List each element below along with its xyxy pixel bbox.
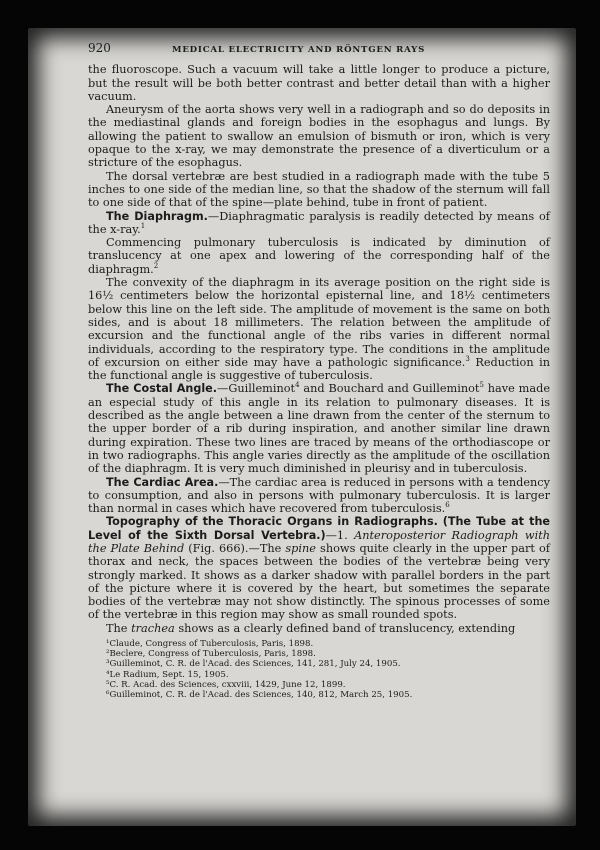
book-page — [28, 28, 576, 826]
convexity-text-end: Reduction in the functional angle is suggestive of tuberculosis. — [88, 355, 550, 383]
heading-costal-angle: The Costal Angle. — [106, 382, 218, 396]
topography-num: —1. — [325, 528, 355, 542]
paragraph-dorsal-vertebrae: The dorsal vertebræ are best studied in a radiograph made with the tube 5 inches to one side of the median line, so that the shadow of the sternum will fall to one side of that of the spine—plate behind, tube in front of patient. — [88, 169, 550, 210]
footnote: ⁶Guilleminot, C. R. de l'Acad. des Sciences, 140, 812, March 25, 1905. — [106, 690, 413, 701]
topography-italic: Anteroposterior Radiograph with the Plate Behind — [88, 528, 551, 555]
costal-text-c: have made an especial study of this angle in its relation to pulmonary diseases. It is described as the angle between a line drawn from the center of the sternum to the upper border of a rib during inspiration, and another similar line drawn during expiration. These two lines are traced by means of the orthodiascope or in two radiographs. This angle varies directly as the amplitude of the oscillation of the diaphragm. It is very much diminished in pleurisy and in tuberculosis. — [88, 382, 550, 476]
footnote: ²Beclere, Congress of Tuberculosis, Paris, 1898. — [106, 649, 316, 660]
convexity-text: The convexity of the diaphragm in its average position on the right side is 16½ centimeters below the horizontal episternal line, and 18½ centimeters below this line on the left side. The amplitude of movement is the same on both sides, and is about 18 millimeters. The relation between the amplitude of excursion and the functional angle of the ribs varies in different normal individuals, according to the respiratory type. The conditions in the amplitude of excursion on either side may have a pathologic significance. — [88, 276, 550, 369]
running-title: MEDICAL ELECTRICITY AND RÖNTGEN RAYS — [172, 45, 426, 55]
topography-text: shows quite clearly in the upper part of thorax and neck, the spaces between the bodies of the vertebræ being very strongly marked. It shows as a darker shadow with parallel borders in the part of the picture where it is covered by the heart, but sometimes the separate bodies of the vertebræ may not show distinctly. The spinous processes of some of the vertebræ in this region may show as small rounded spots. — [88, 541, 550, 622]
footnote-ref: 2 — [153, 261, 159, 270]
footnote: ⁵C. R. Acad. des Sciences, cxxviii, 1429, June 12, 1899. — [106, 679, 346, 690]
costal-text-b: and Bouchard and Guilleminot — [299, 382, 480, 396]
footnote-ref: 4 — [295, 381, 300, 390]
costal-text-a: —Guilleminot — [217, 382, 296, 396]
heading-diaphragm: The Diaphragm. — [106, 209, 208, 223]
paragraph-convexity — [88, 276, 550, 382]
footnote: ³Guilleminot, C. R. de l'Acad. des Sciences, 141, 281, July 24, 1905. — [106, 659, 401, 670]
paragraph-trachea — [88, 622, 550, 635]
page-content — [88, 42, 550, 700]
footnote: ¹Claude, Congress of Tuberculosis, Paris, 1898. — [106, 639, 314, 650]
footnote-ref: 3 — [465, 355, 470, 364]
footnote-ref: 5 — [479, 381, 484, 390]
paragraph-topography — [88, 515, 550, 621]
footnote: ⁴Le Radium, Sept. 15, 1905. — [106, 669, 229, 680]
trachea-text: shows as a clearly defined band of translucency, extending — [174, 621, 516, 635]
paragraph-cardiac-area — [88, 476, 550, 516]
diaphragm-text: —Diaphragmatic paralysis is readily detected by means of the x-ray. — [88, 209, 550, 236]
cardiac-text: —The cardiac area is reduced in persons with a tendency to consumption, and also in persons with pulmonary tuberculosis. It is larger than normal in cases which have recovered from tuberculosis. — [88, 475, 550, 516]
topography-spine: spine — [285, 541, 316, 555]
heading-topography-sub: (The Tube at the Level of the Sixth Dorsal Vertebra.) — [88, 515, 551, 542]
paragraph-vacuum: the fluoroscope. Such a vacuum will take a little longer to produce a picture, but the result will be both better contrast and better detail than with a higher vacuum. — [88, 63, 550, 103]
heading-cardiac-area: The Cardiac Area. — [106, 475, 219, 489]
trachea-pre: The — [106, 621, 132, 635]
paragraph-aneurysm: Aneurysm of the aorta shows very well in a radiograph and so do deposits in the mediastinal glands and foreign bodies in the esophagus and lungs. By allowing the patient to swallow an emulsion of bismuth or iron, which is very opaque to the x-ray, we may demonstrate the presence of a diverticulum or a stricture of the esophagus. — [88, 103, 550, 170]
footnote-ref: 1 — [140, 222, 146, 231]
heading-topography: Topography of the Thoracic Organs in Radiographs. — [106, 515, 438, 529]
trachea-word: trachea — [131, 621, 175, 635]
paragraph-tuberculosis — [88, 236, 550, 276]
footnote-ref: 6 — [445, 501, 450, 510]
footnotes — [88, 639, 550, 700]
page-number: 920 — [88, 41, 111, 55]
paragraph-diaphragm — [88, 210, 550, 237]
tuberculosis-text: Commencing pulmonary tuberculosis is indicated by diminution of translucency at one apex and lowering of the corresponding half of the diaphragm. — [88, 236, 550, 276]
paragraph-costal-angle — [88, 382, 550, 475]
topography-fig: (Fig. 666).—The — [184, 541, 286, 555]
page-header — [88, 42, 550, 57]
